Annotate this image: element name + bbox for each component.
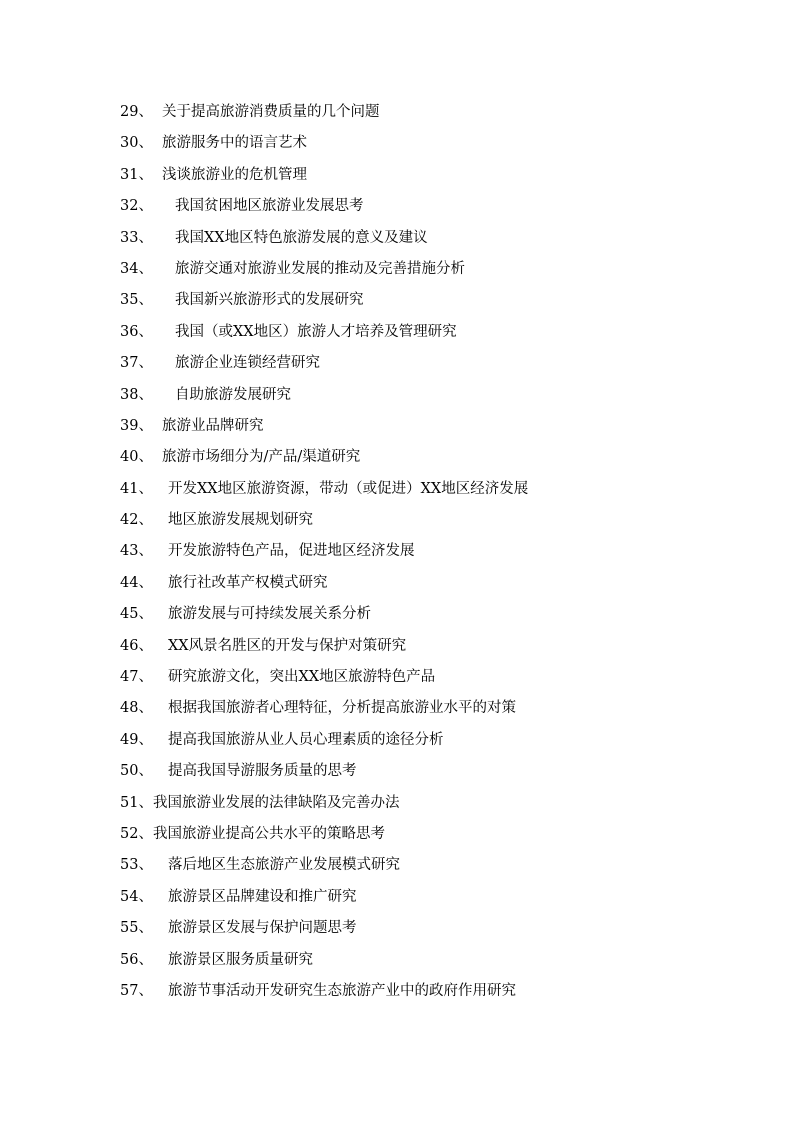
item-title: XX风景名胜区的开发与保护对策研究 xyxy=(167,637,407,654)
list-item xyxy=(120,885,528,916)
item-title: 旅游景区服务质量研究 xyxy=(167,951,313,968)
item-title: 地区旅游发展规划研究 xyxy=(167,512,313,529)
item-number: 40、 xyxy=(120,449,153,466)
item-number: 56、 xyxy=(120,951,153,968)
item-number: 52、 xyxy=(120,825,153,842)
item-number: 57、 xyxy=(120,982,153,999)
item-title: 旅游发展与可持续发展关系分析 xyxy=(167,606,371,623)
list-item xyxy=(120,288,528,319)
item-number: 49、 xyxy=(120,731,153,748)
item-number: 35、 xyxy=(120,292,153,309)
item-title: 提高我国导游服务质量的思考 xyxy=(167,763,357,780)
item-title: 根据我国旅游者心理特征，分析提高旅游业水平的对策 xyxy=(167,700,516,717)
item-number: 53、 xyxy=(120,857,153,874)
item-number: 45、 xyxy=(120,606,153,623)
item-number: 29、 xyxy=(120,104,153,120)
item-title: 落后地区生态旅游产业发展模式研究 xyxy=(167,857,400,874)
item-number: 37、 xyxy=(120,355,153,372)
list-item xyxy=(120,351,528,382)
item-number: 50、 xyxy=(120,763,153,780)
list-item xyxy=(120,979,528,1010)
item-number: 47、 xyxy=(120,669,153,686)
list-item xyxy=(120,508,528,539)
item-number: 39、 xyxy=(120,417,153,434)
item-number: 43、 xyxy=(120,543,153,560)
list-item xyxy=(120,853,528,884)
list-item xyxy=(120,194,528,225)
list-item xyxy=(120,257,528,288)
list-item xyxy=(120,728,528,759)
list-item xyxy=(120,226,528,257)
list-item xyxy=(120,320,528,351)
topic-list xyxy=(120,100,528,1010)
item-number: 36、 xyxy=(120,323,153,340)
item-title: 旅行社改革产权模式研究 xyxy=(167,574,328,591)
item-title: 旅游交通对旅游业发展的推动及完善措施分析 xyxy=(174,260,465,277)
list-item xyxy=(120,163,528,194)
item-number: 41、 xyxy=(120,480,153,497)
list-item xyxy=(120,759,528,790)
list-item xyxy=(120,100,528,131)
item-title: 旅游景区发展与保护问题思考 xyxy=(167,920,357,937)
item-title: 我国贫困地区旅游业发展思考 xyxy=(174,198,364,215)
item-number: 32、 xyxy=(120,198,153,215)
item-title: 旅游市场细分为/产品/渠道研究 xyxy=(161,449,361,466)
item-number: 34、 xyxy=(120,260,153,277)
item-title: 旅游企业连锁经营研究 xyxy=(174,355,320,372)
item-title: 浅谈旅游业的危机管理 xyxy=(161,166,307,183)
item-title: 提高我国旅游从业人员心理素质的途径分析 xyxy=(167,731,444,748)
item-title: 旅游服务中的语言艺术 xyxy=(161,135,307,152)
item-number: 30、 xyxy=(120,135,153,152)
item-number: 42、 xyxy=(120,512,153,529)
item-number: 48、 xyxy=(120,700,153,717)
item-number: 44、 xyxy=(120,574,153,591)
item-title: 开发旅游特色产品，促进地区经济发展 xyxy=(167,543,415,560)
item-title: 研究旅游文化，突出XX地区旅游特色产品 xyxy=(167,669,436,686)
item-title: 自助旅游发展研究 xyxy=(174,386,291,403)
item-number: 38、 xyxy=(120,386,153,403)
item-title: 关于提高旅游消费质量的几个问题 xyxy=(161,104,380,120)
list-item xyxy=(120,602,528,633)
item-title: 旅游业品牌研究 xyxy=(161,417,264,434)
item-number: 46、 xyxy=(120,637,153,654)
list-item xyxy=(120,414,528,445)
list-item xyxy=(120,948,528,979)
list-item xyxy=(120,571,528,602)
item-number: 31、 xyxy=(120,166,153,183)
item-title: 旅游节事活动开发研究生态旅游产业中的政府作用研究 xyxy=(167,982,516,999)
item-number: 55、 xyxy=(120,920,153,937)
item-number: 51、 xyxy=(120,794,153,811)
list-item xyxy=(120,822,528,853)
list-item xyxy=(120,696,528,727)
item-title: 我国XX地区特色旅游发展的意义及建议 xyxy=(174,229,428,246)
item-number: 54、 xyxy=(120,888,153,905)
list-item xyxy=(120,916,528,947)
list-item xyxy=(120,665,528,696)
item-title: 旅游景区品牌建设和推广研究 xyxy=(167,888,357,905)
list-item xyxy=(120,383,528,414)
list-item xyxy=(120,477,528,508)
item-title: 我国旅游业发展的法律缺陷及完善办法 xyxy=(152,794,400,811)
list-item xyxy=(120,131,528,162)
item-number: 33、 xyxy=(120,229,153,246)
item-title: 我国新兴旅游形式的发展研究 xyxy=(174,292,364,309)
item-title: 开发XX地区旅游资源，带动（或促进）XX地区经济发展 xyxy=(167,480,529,497)
item-title: 我国旅游业提高公共水平的策略思考 xyxy=(152,825,385,842)
list-item xyxy=(120,634,528,665)
item-title: 我国（或XX地区）旅游人才培养及管理研究 xyxy=(174,323,457,340)
list-item xyxy=(120,445,528,476)
list-item xyxy=(120,791,528,822)
list-item xyxy=(120,539,528,570)
